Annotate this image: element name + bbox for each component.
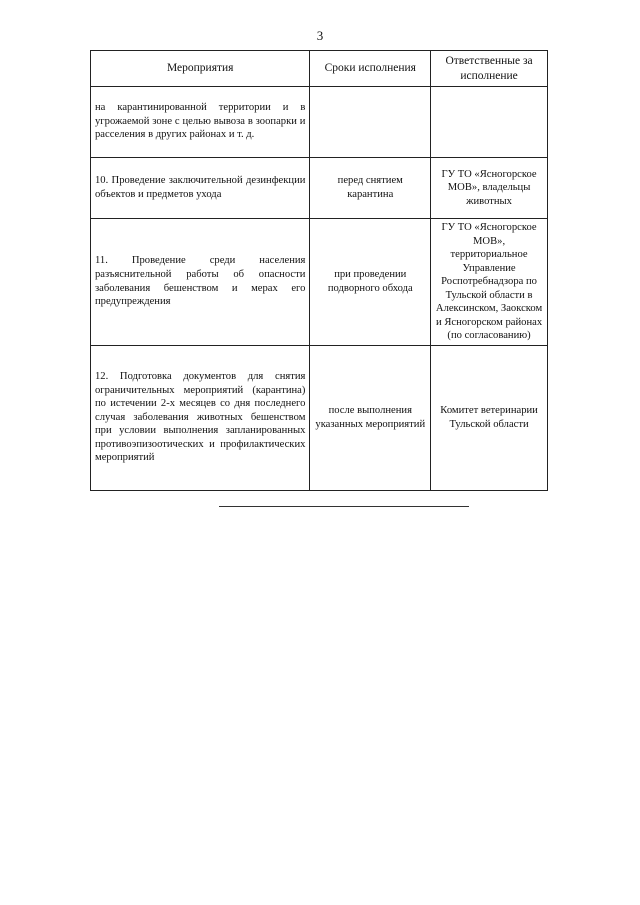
table-row [91, 219, 548, 346]
event-cell: на карантинированной территории и в угрожаемой зоне с целью вывоза в зоопарки и расселения в других районах и т. д. [91, 87, 310, 158]
header-events: Мероприятия [91, 51, 310, 87]
responsible-cell: ГУ ТО «Ясногорское МОВ», владельцы животных [431, 158, 548, 219]
deadline-cell: при проведении подворного обхода [310, 219, 431, 346]
deadline-cell [310, 87, 431, 158]
end-of-document-line [219, 506, 469, 507]
header-responsible: Ответственные за исполнение [431, 51, 548, 87]
page-number: 3 [316, 28, 324, 43]
responsible-cell: Комитет ветеринарии Тульской области [431, 346, 548, 491]
header-deadlines: Сроки исполнения [310, 51, 431, 87]
responsible-cell [431, 87, 548, 158]
table-row [91, 87, 548, 158]
event-cell: 11. Проведение среди населения разъяснительной работы об опасности заболевания бешенством и мерах его предупреждения [91, 219, 310, 346]
responsible-cell: ГУ ТО «Ясногорское МОВ», территориальное Управление Роспотребнадзора по Тульской области в Алексинском, Заокском и Ясногорском районах (по согласованию) [431, 219, 548, 346]
event-cell: 10. Проведение заключительной дезинфекции объектов и предметов ухода [91, 158, 310, 219]
deadline-cell: перед снятием карантина [310, 158, 431, 219]
deadline-cell: после выполнения указанных мероприятий [310, 346, 431, 491]
event-cell: 12. Подготовка документов для снятия ограничительных мероприятий (карантина) по истечении 2-х месяцев со дня последнего случая заболевания животных бешенством при условии выполнения запланированных противоэпизоотических и профилактических мероприятий [91, 346, 310, 491]
table-row [91, 158, 548, 219]
measures-table [90, 50, 548, 491]
table-header-row [91, 51, 548, 87]
table-row [91, 346, 548, 491]
